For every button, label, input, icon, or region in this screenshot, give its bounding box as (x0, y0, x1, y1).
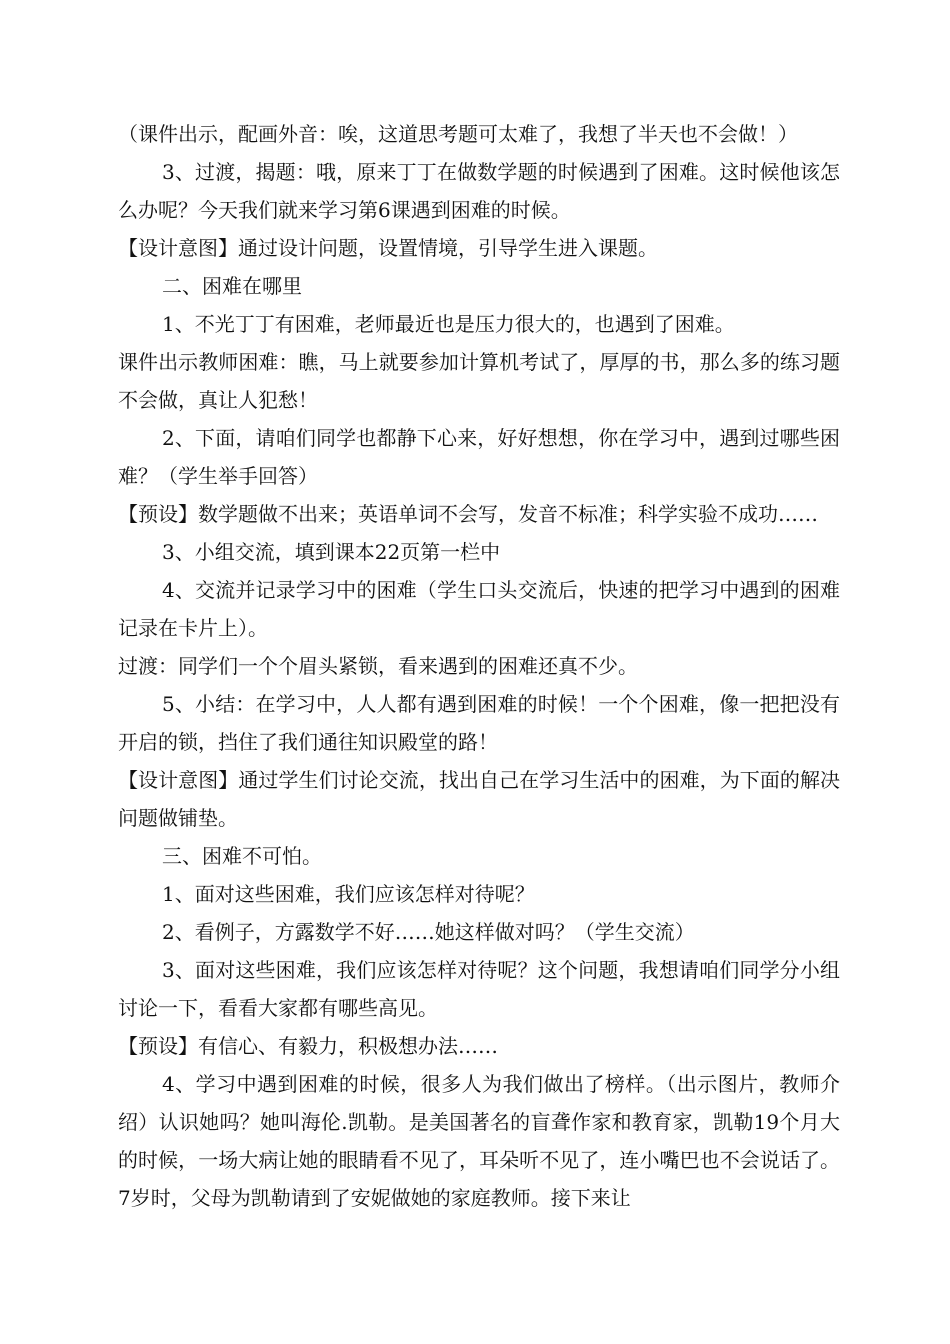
paragraph-design-intent-2: 【设计意图】通过学生们讨论交流，找出自己在学习生活中的困难，为下面的解决问题做铺垫。 (118, 768, 840, 830)
paragraph-item-3: 3、小组交流，填到课本22页第一栏中 (162, 540, 501, 564)
paragraph-item-4: 4、交流并记录学习中的困难（学生口头交流后，快速的把学习中遇到的困难记录在卡片上）。 (118, 578, 840, 640)
paragraph-preset-1: 【预设】数学题做不出来；英语单词不会写，发音不标准；科学实验不成功…… (118, 502, 818, 526)
paragraph-transition: 过渡：同学们一个个眉头紧锁，看来遇到的困难还真不少。 (118, 654, 638, 678)
paragraph-courseware-voiceover: （课件出示，配画外音：唉，这道思考题可太难了，我想了半天也不会做！） (118, 122, 798, 146)
paragraph-item-3-2: 2、看例子，方露数学不好……她这样做对吗？（学生交流） (162, 920, 695, 944)
paragraph-item-3-1: 1、面对这些困难，我们应该怎样对待呢？ (162, 882, 535, 906)
paragraph-design-intent-1: 【设计意图】通过设计问题，设置情境，引导学生进入课题。 (118, 236, 658, 260)
document-body (118, 115, 840, 1217)
paragraph-preset-2: 【预设】有信心、有毅力，积极想办法…… (118, 1034, 498, 1058)
section-heading-2: 二、困难在哪里 (162, 274, 302, 298)
paragraph-summary: 5、小结：在学习中，人人都有遇到困难的时候！一个个困难，像一把把没有开启的锁，挡住了我们通往知识殿堂的路！ (118, 692, 840, 754)
paragraph-item-3-3: 3、面对这些困难，我们应该怎样对待呢？这个问题，我想请咱们同学分小组讨论一下，看看大家都有哪些高见。 (118, 958, 840, 1020)
paragraph-transition-topic: 3、过渡，揭题：哦，原来丁丁在做数学题的时候遇到了困难。这时候他该怎么办呢？今天我们就来学习第6课遇到困难的时候。 (118, 160, 840, 222)
paragraph-teacher-difficulty: 课件出示教师困难：瞧，马上就要参加计算机考试了，厚厚的书，那么多的练习题不会做，真让人犯愁！ (118, 350, 840, 412)
paragraph-item-1: 1、不光丁丁有困难，老师最近也是压力很大的，也遇到了困难。 (162, 312, 735, 336)
paragraph-helen-keller: 4、学习中遇到困难的时候，很多人为我们做出了榜样。（出示图片，教师介绍）认识她吗？她叫海伦.凯勒。是美国著名的盲聋作家和教育家，凯勒19个月大的时候，一场大病让她的眼睛看不见了，耳朵听不见了，连小嘴巴也不会说话了。7岁时，父母为凯勒请到了安妮做她的家庭教师。接下来让 (118, 1072, 840, 1210)
paragraph-item-2: 2、下面，请咱们同学也都静下心来，好好想想，你在学习中，遇到过哪些困难？（学生举手回答） (118, 426, 840, 488)
section-heading-3: 三、困难不可怕。 (162, 844, 322, 868)
